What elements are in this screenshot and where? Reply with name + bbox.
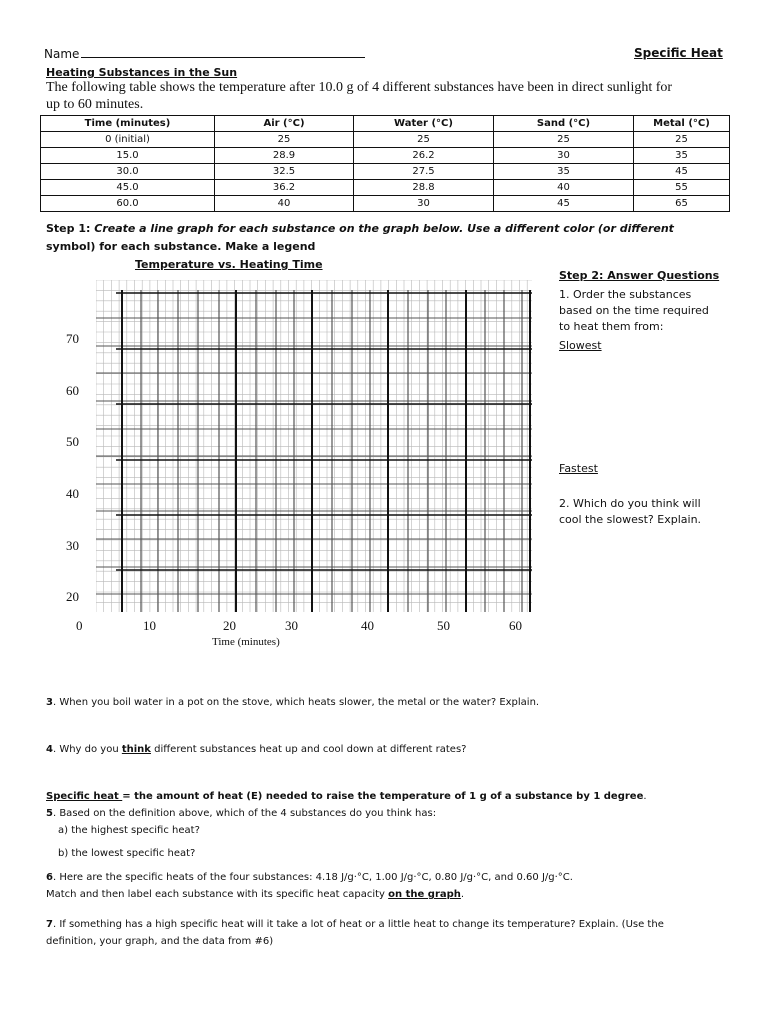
x-tick-label: 10 (143, 618, 156, 633)
q5b: b) the lowest specific heat? (58, 848, 196, 859)
table-row (41, 180, 730, 196)
intro-text-line1: The following table shows the temperature after 10.0 g of 4 different substances have been in direct sunlight for (46, 80, 673, 95)
name-label: Name (44, 47, 80, 61)
question-7 (46, 919, 664, 930)
x-axis-label: Time (minutes) (212, 636, 280, 648)
q4-number: 4 (46, 744, 53, 755)
table-cell: 35 (494, 164, 634, 180)
y-tick-label: 30 (66, 538, 79, 553)
x-tick-label: 0 (76, 618, 83, 633)
q5a: a) the highest specific heat? (58, 825, 200, 836)
table-cell: 25 (354, 132, 494, 148)
table-header-cell: Sand (°C) (494, 116, 634, 132)
table-cell: 30 (354, 196, 494, 212)
x-tick-label: 60 (509, 618, 522, 633)
q7-number: 7 (46, 919, 53, 930)
page-title: Specific Heat (634, 46, 723, 60)
definition-end: . (643, 791, 647, 802)
question-3 (46, 697, 539, 708)
table-cell: 40 (494, 180, 634, 196)
table-cell: 25 (634, 132, 730, 148)
table-header-cell: Metal (°C) (634, 116, 730, 132)
table-cell: 26.2 (354, 148, 494, 164)
x-tick-label: 40 (361, 618, 374, 633)
table-header-cell: Air (°C) (215, 116, 354, 132)
table-cell: 28.9 (215, 148, 354, 164)
step1-prefix: Step 1: (46, 222, 91, 235)
x-tick-label: 30 (285, 618, 298, 633)
table-row (41, 132, 730, 148)
table-cell: 45 (634, 164, 730, 180)
table-header-cell: Time (minutes) (41, 116, 215, 132)
y-tick-label: 60 (66, 383, 79, 398)
table-cell: 65 (634, 196, 730, 212)
q6-text: . Here are the specific heats of the four substances: 4.18 J/g·°C, 1.00 J/g·°C, 0.80 J/g·°C, and 0.60 J/g·°C. (52, 872, 573, 883)
question-4 (46, 744, 466, 755)
q3-number: 3 (46, 697, 53, 708)
q1-line: based on the time required (559, 304, 709, 317)
definition-text: = the amount of heat (E) needed to raise the temperature of 1 g of a substance by 1 degree (122, 791, 644, 802)
table-row (41, 164, 730, 180)
q1-line: 1. Order the substances (559, 288, 692, 301)
table-cell: 28.8 (354, 180, 494, 196)
q6-line2-text: Match and then label each substance with its specific heat capacity (46, 889, 389, 900)
q6-line2 (46, 889, 464, 900)
intro-heading: Heating Substances in the Sun (46, 66, 238, 79)
q7-line2: definition, your graph, and the data from #6) (46, 936, 274, 947)
q5-number: 5 (46, 808, 53, 819)
x-tick-label: 20 (223, 618, 236, 633)
q1-line: to heat them from: (559, 320, 664, 333)
table-cell: 55 (634, 180, 730, 196)
name-blank-line[interactable] (81, 46, 365, 58)
table-header-row (41, 116, 730, 132)
y-tick-label: 50 (66, 434, 79, 449)
table-cell: 27.5 (354, 164, 494, 180)
q2-line: 2. Which do you think will (559, 497, 701, 510)
q4-text-post: different substances heat up and cool down at different rates? (150, 744, 467, 755)
definition (46, 791, 647, 802)
table-cell: 25 (494, 132, 634, 148)
q4-text-pre: . Why do you (52, 744, 122, 755)
table-cell: 36.2 (215, 180, 354, 196)
y-tick-label: 20 (66, 589, 79, 604)
table-row (41, 196, 730, 212)
fastest-label: Fastest (559, 462, 598, 475)
step1-line2: symbol) for each substance. Make a legend (46, 240, 316, 253)
step2-heading: Step 2: Answer Questions (559, 269, 720, 282)
q6-number: 6 (46, 872, 53, 883)
table-cell: 45.0 (41, 180, 215, 196)
graph-area[interactable] (96, 280, 532, 612)
slowest-label: Slowest (559, 339, 602, 352)
table-cell: 30 (494, 148, 634, 164)
table-cell: 25 (215, 132, 354, 148)
q7-text: . If something has a high specific heat will it take a lot of heat or a little heat to change its temperature? Explain. (Use the (52, 919, 664, 930)
table-cell: 60.0 (41, 196, 215, 212)
question-5 (46, 808, 436, 819)
q4-think: think (121, 744, 151, 755)
table-cell: 32.5 (215, 164, 354, 180)
definition-term: Specific heat (46, 791, 123, 802)
graph-title: Temperature vs. Heating Time (135, 258, 323, 271)
q6-on-the-graph: on the graph (388, 889, 461, 900)
q6-line2-end: . (460, 889, 465, 900)
name-field[interactable] (44, 46, 365, 61)
q5-text: . Based on the definition above, which of the 4 substances do you think has: (52, 808, 437, 819)
table-cell: 30.0 (41, 164, 215, 180)
q3-text: . When you boil water in a pot on the stove, which heats slower, the metal or the water? Explain. (52, 697, 540, 708)
table-header-cell: Water (°C) (354, 116, 494, 132)
step1-line1 (46, 222, 674, 235)
table-cell: 0 (initial) (41, 132, 215, 148)
y-tick-label: 40 (66, 486, 79, 501)
table-row (41, 148, 730, 164)
q2-line: cool the slowest? Explain. (559, 513, 702, 526)
table-cell: 40 (215, 196, 354, 212)
graph-paper[interactable] (96, 280, 532, 612)
question-6 (46, 872, 573, 883)
step1-instruction: Create a line graph for each substance on the graph below. Use a different color (or different (94, 222, 674, 235)
y-tick-label: 70 (66, 331, 79, 346)
table-cell: 45 (494, 196, 634, 212)
x-tick-label: 50 (437, 618, 450, 633)
table-cell: 35 (634, 148, 730, 164)
intro-text-line2: up to 60 minutes. (46, 97, 144, 112)
table-cell: 15.0 (41, 148, 215, 164)
data-table (40, 115, 730, 212)
